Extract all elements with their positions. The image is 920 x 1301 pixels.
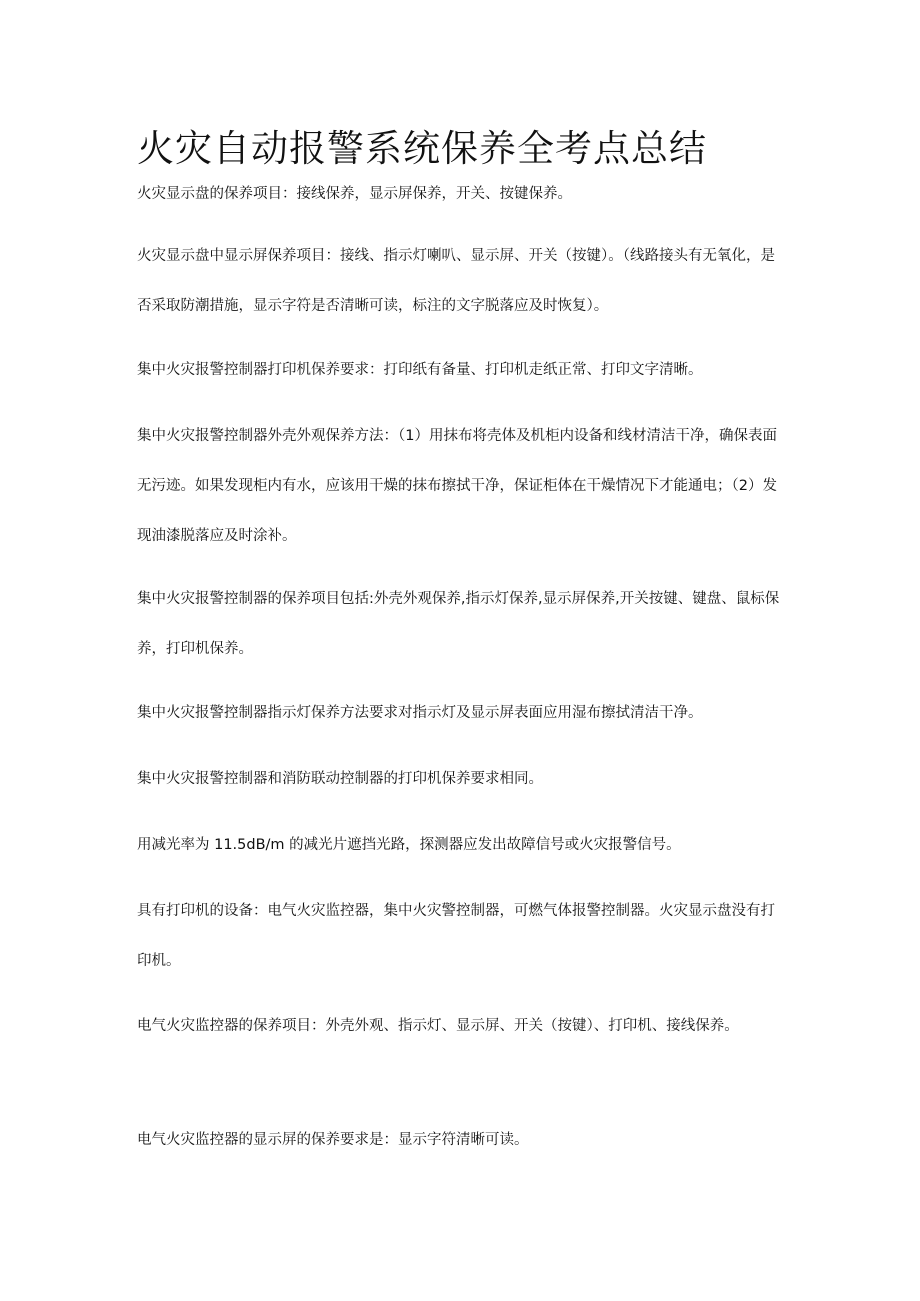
paragraph: 电气火灾监控器的显示屏的保养要求是：显示字符清晰可读。 xyxy=(137,1132,529,1148)
paragraph: 集中火灾报警控制器打印机保养要求：打印纸有备量、打印机走纸正常、打印文字清晰。 xyxy=(137,362,703,378)
paragraph: 集中火灾报警控制器和消防联动控制器的打印机保养要求相同。 xyxy=(137,771,543,787)
paragraph: 集中火灾报警控制器指示灯保养方法要求对指示灯及显示屏表面应用湿布擦拭清洁干净。 xyxy=(137,705,703,721)
page-title: 火灾自动报警系统保养全考点总结 xyxy=(137,127,707,170)
paragraph: 用减光率为 11.5dB/m 的减光片遮挡光路，探测器应发出故障信号或火灾报警信号。 xyxy=(137,837,681,853)
paragraph: 电气火灾监控器的保养项目：外壳外观、指示灯、显示屏、开关（按键）、打印机、接线保养。 xyxy=(137,1018,739,1034)
paragraph: 集中火灾报警控制器的保养项目包括:外壳外观保养,指示灯保养,显示屏保养,开关按键、键盘、鼠标保养，打印机保养。 xyxy=(137,591,780,657)
paragraph: 火灾显示盘中显示屏保养项目：接线、指示灯喇叭、显示屏、开关（按键）。（线路接头有无氧化，是否采取防潮措施，显示字符是否清晰可读，标注的文字脱落应及时恢复）。 xyxy=(137,248,775,314)
paragraph: 火灾显示盘的保养项目：接线保养，显示屏保养，开关、按键保养。 xyxy=(137,186,572,202)
paragraph: 集中火灾报警控制器外壳外观保养方法：（1）用抹布将壳体及机柜内设备和线材清洁干净，确保表面无污迹。如果发现柜内有水，应该用干燥的抹布擦拭干净，保证柜体在干燥情况下才能通电；（2）发现油漆脱落应及时涂补。 xyxy=(137,428,777,544)
paragraph: 具有打印机的设备：电气火灾监控器，集中火灾警控制器，可燃气体报警控制器。火灾显示盘没有打印机。 xyxy=(137,903,775,969)
